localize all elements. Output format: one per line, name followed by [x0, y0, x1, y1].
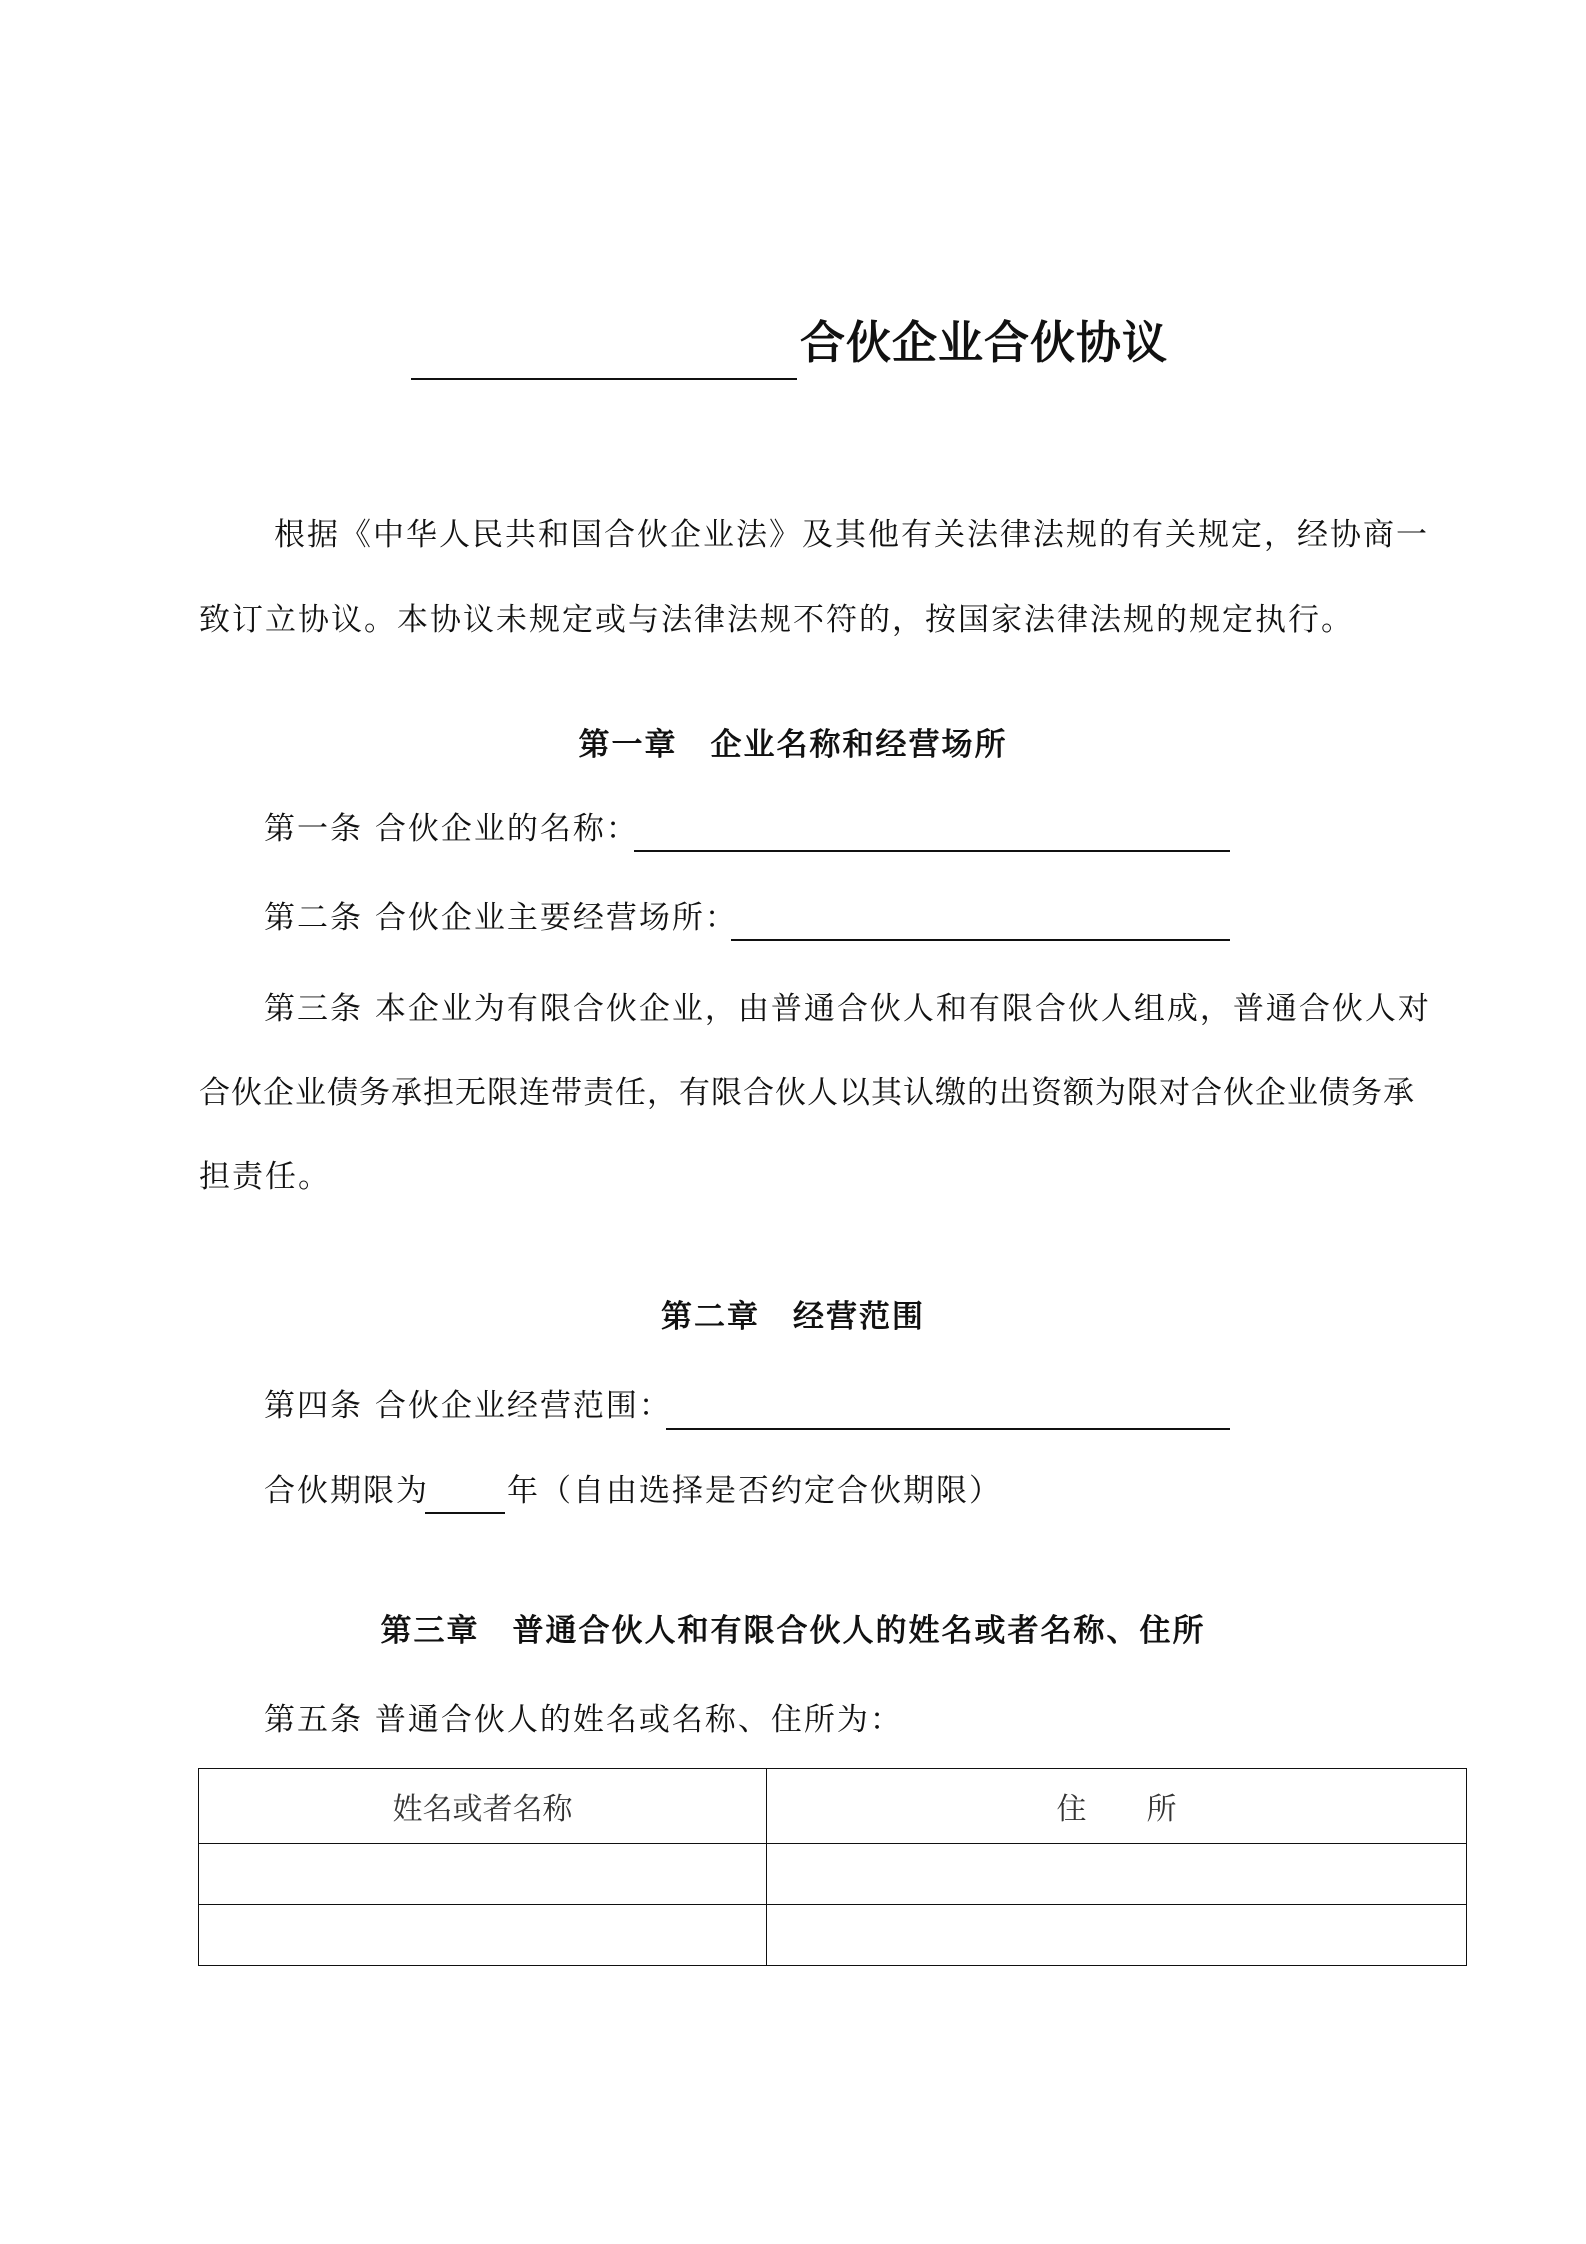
header-address: 住 所 — [767, 1769, 1467, 1844]
article-3-line-3: 担责任。 — [199, 1159, 331, 1195]
article-3-line-1: 第三条 本企业为有限合伙企业，由普通合伙人和有限合伙人组成，普通合伙人对 — [264, 991, 1431, 1027]
cell-address[interactable] — [767, 1905, 1467, 1966]
table-row — [199, 1905, 1467, 1966]
article-2: 第二条 合伙企业主要经营场所： — [264, 900, 738, 936]
cell-address[interactable] — [767, 1844, 1467, 1905]
header-name: 姓名或者名称 — [199, 1769, 767, 1844]
page-title: 合伙企业合伙协议 — [800, 316, 1169, 369]
chapter-2-heading: 第二章 经营范围 — [661, 1299, 925, 1335]
cell-name[interactable] — [199, 1905, 767, 1966]
article-1: 第一条 合伙企业的名称： — [264, 811, 639, 847]
preamble-line-2: 致订立协议。本协议未规定或与法律法规不符的，按国家法律法规的规定执行。 — [199, 602, 1354, 638]
article-5: 第五条 普通合伙人的姓名或名称、住所为： — [264, 1702, 903, 1738]
article-3-line-2: 合伙企业债务承担无限连带责任，有限合伙人以其认缴的出资额为限对合伙企业债务承 — [199, 1075, 1415, 1111]
chapter-1-heading: 第一章 企业名称和经营场所 — [578, 727, 1008, 763]
cell-name[interactable] — [199, 1844, 767, 1905]
title-blank-line — [411, 378, 797, 380]
article-4: 第四条 合伙企业经营范围： — [264, 1388, 672, 1424]
term-years-blank[interactable] — [425, 1512, 505, 1514]
table-header-row — [199, 1769, 1467, 1844]
business-place-blank[interactable] — [731, 939, 1230, 941]
preamble-line-1: 根据《中华人民共和国合伙企业法》及其他有关法律法规的有关规定，经协商一 — [274, 517, 1429, 553]
chapter-3-heading: 第三章 普通合伙人和有限合伙人的姓名或者名称、住所 — [380, 1613, 1206, 1649]
term-suffix: 年（自由选择是否约定合伙期限） — [507, 1473, 1002, 1509]
business-scope-blank[interactable] — [666, 1428, 1230, 1430]
enterprise-name-blank[interactable] — [634, 850, 1230, 852]
general-partner-table — [198, 1768, 1467, 1966]
table-row — [199, 1844, 1467, 1905]
term-prefix: 合伙期限为 — [264, 1473, 429, 1509]
